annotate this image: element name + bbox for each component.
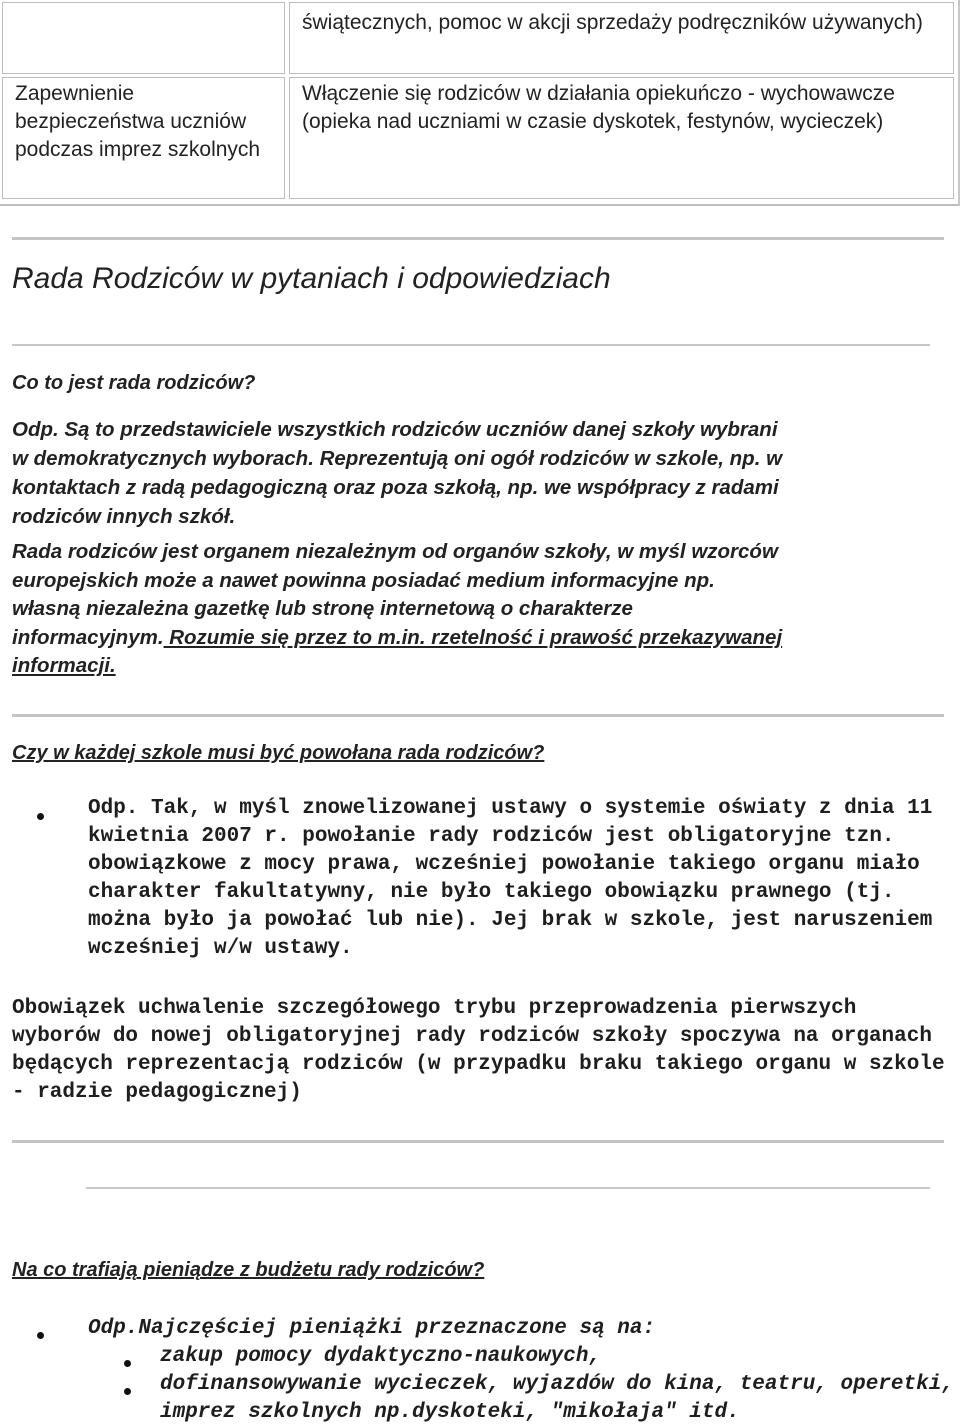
question-heading: Co to jest rada rodziców? — [12, 372, 256, 394]
list-item: dofinansowywanie wycieczek, wyjazdów do kina, teatru, operetki, imprez szkolnych np.dyskoteki, "mikołaja" itd. — [160, 1373, 954, 1424]
obligation-paragraph: Obowiązek uchwalenie szczegółowego trybu przeprowadzenia pierwszych wyborów do nowej obligatoryjnej rady rodziców szkoły spoczywa na organach będących reprezentacją rodziców (w przypadku braku takiego organu w szkole - radzie pedagogicznej) — [12, 997, 945, 1104]
divider — [12, 237, 944, 240]
answer-intro: Odp.Najczęściej pieniążki przeznaczone są na: — [88, 1317, 656, 1340]
divider — [12, 714, 944, 717]
question-heading: Czy w każdej szkole musi być powołana rada rodziców? — [12, 742, 545, 764]
table-cell-row-text — [289, 77, 954, 199]
bullet-icon — [124, 1360, 131, 1367]
table-cell-top-right — [289, 2, 954, 74]
section-title: Rada Rodziców w pytaniach i odpowiedziach — [12, 262, 611, 295]
activities-table — [0, 0, 960, 206]
divider — [12, 344, 930, 346]
answer-line: w demokratycznych wyborach. Reprezentują oni ogół rodziców w szkole, np. w — [12, 447, 783, 470]
divider — [86, 1187, 930, 1189]
list-item: zakup pomocy dydaktyczno-naukowych, — [160, 1345, 602, 1368]
answer-line: kontaktach z radą pedagogiczną oraz poza szkołą, np. we współpracy z radami — [12, 476, 779, 499]
bullet-icon — [37, 1332, 44, 1339]
table-cell-top-left — [2, 2, 285, 74]
table-cell-row-label — [2, 77, 285, 199]
answer-line: rodziców innych szkół. — [12, 505, 236, 528]
answer-paragraph: Odp. Tak, w myśl znowelizowanej ustawy o systemie oświaty z dnia 11 kwietnia 2007 r. powołanie rady rodziców jest obligatoryjne tzn. obowiązkowe z mocy prawa, wcześniej powołanie takiego organu miało charakter fakultatywny, nie było takiego obowiązku prawnego (tj. można było ja powołać lub nie). Jej brak w szkole, jest naruszeniem wcześniej w/w ustawy. — [88, 797, 933, 960]
question-heading: Na co trafiają pieniądze z budżetu rady rodziców? — [12, 1259, 485, 1281]
table-row-label: Zapewnienie bezpieczeństwa uczniów podczas imprez szkolnych — [15, 82, 261, 161]
divider — [12, 1140, 944, 1143]
table-top-text: świątecznych, pomoc w akcji sprzedaży podręczników używanych) — [302, 11, 923, 34]
table-row-text: Włączenie się rodziców w działania opiekuńczo - wychowawcze (opieka nad uczniami w czasie dyskotek, festynów, wycieczek) — [302, 82, 895, 133]
info-paragraph: Rada rodziców jest organem niezależnym od organów szkoły, w myśl wzorców europejskich może a nawet powinna posiadać medium informacyjne np. własną niezależna gazetkę lub stronę internetową o charakterze informacyjnym. Rozumie się przez to m.in. rzetelność i prawość przekazywanej informacji. — [12, 540, 783, 677]
answer-line: Odp. Są to przedstawiciele wszystkich rodziców uczniów danej szkoły wybrani — [12, 418, 778, 441]
answer-paragraph — [12, 415, 952, 531]
bullet-icon — [124, 1388, 131, 1395]
bullet-icon — [37, 813, 44, 820]
